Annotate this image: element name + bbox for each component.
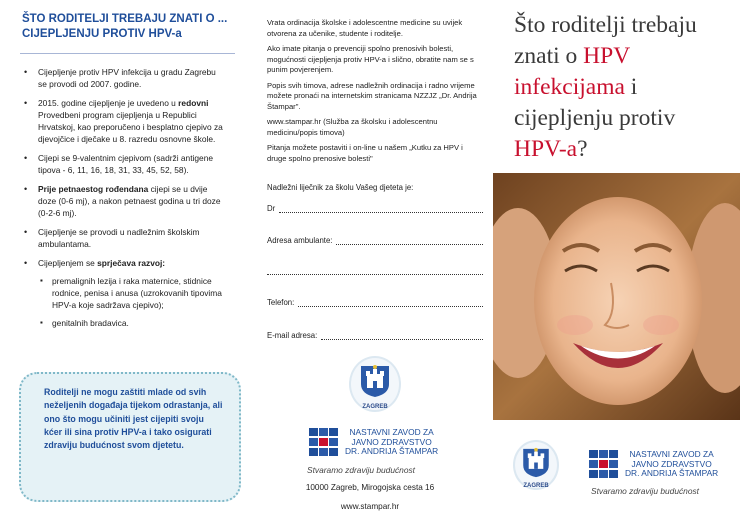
left-title-line1: ŠTO RODITELJI TREBAJU ZNATI O ...: [22, 13, 228, 25]
cover-title: [514, 10, 729, 165]
facts-list: [24, 66, 224, 336]
list-item-bold: redovni: [178, 98, 209, 108]
info-paragraph: Pitanja možete postaviti i on-line u našem „Kutku za HPV i druge spolno prenosive bolesti": [267, 143, 463, 163]
website-paragraph: www.stampar.hr (Služba za školsku i adolescentnu medicinu/popis timova): [267, 117, 438, 137]
list-item-bold: Prije petnaestog rođendana: [38, 184, 149, 194]
doctor-name-label: Dr: [267, 204, 276, 213]
prevention-sublist: [38, 275, 224, 329]
cover-panel: [493, 0, 740, 523]
list-item: [24, 66, 224, 90]
castle-shield-icon: [360, 364, 390, 398]
institute-block: [589, 450, 718, 479]
zagreb-crest-icon: [349, 356, 401, 412]
form-intro: Nadležni liječnik za školu Vašeg djeteta je:: [267, 183, 414, 192]
institute-name-line: JAVNO ZDRAVSTVO: [631, 458, 712, 469]
list-item-text: Cijepljenjem se: [38, 258, 98, 268]
note-text: Roditelji ne mogu zaštiti mlade od svih neželjenih događaja tijekom odrastanja, ali ono što mogu učiniti jest cijepiti svoju kćer ili sina protiv HPV-a i tako osigurati zdraviju budućnost svom djetetu.: [44, 387, 223, 451]
list-item: [24, 257, 224, 329]
email-line[interactable]: [321, 332, 483, 340]
list-item: [24, 226, 224, 250]
sublist-item: ▪ premalignih lezija i raka maternice, stidnice rodnice, penisa i anusa (uzrokovanih tipovima HPV-a koje sadržava cjepivo);: [38, 275, 224, 311]
institute-name: [625, 450, 718, 479]
institute-block: [309, 428, 438, 457]
left-title: [22, 12, 237, 42]
info-paragraph: Ako imate pitanja o prevenciji spolno prenosivih bolesti, mogućnosti cijepljenja protiv HPV-a i slično, obratite nam se s punim povjerenjem.: [267, 44, 474, 74]
list-item-text: Cijepljenje se provodi u nadležnim školskim ambulantama.: [38, 227, 200, 249]
cover-title-text: Što roditelji trebaju znati o: [514, 12, 697, 69]
castle-shield-icon: [522, 447, 550, 478]
address-field[interactable]: [267, 236, 483, 245]
institute-name: [345, 428, 438, 457]
crest-label: ZAGREB: [362, 404, 388, 410]
doctor-name-line[interactable]: [279, 205, 483, 213]
title-divider: [20, 53, 235, 54]
list-item-text: Provedbeni program cijepljenja u Republici Hrvatskoj, kao preporučeno i besplatno cjepivo za djevojčice i dječake u 8. razredu osnovne škole.: [38, 110, 223, 144]
list-item: [24, 97, 224, 145]
cover-photo: [493, 173, 740, 420]
phone-field[interactable]: [267, 298, 483, 307]
info-paragraph: Popis svih timova, adrese nadležnih ordinacija i radno vrijeme možete pronaći na internetskim stranicama NZZJZ „Dr. Andrija Štampar".: [267, 80, 477, 111]
cover-title-text: ?: [577, 136, 588, 162]
institute-cross-logo-icon: [309, 428, 339, 456]
institute-name-line: DR. ANDRIJA ŠTAMPAR: [345, 446, 439, 456]
institute-name-line: NASTAVNI ZAVOD ZA: [349, 427, 434, 437]
left-panel: [0, 0, 245, 523]
list-item: [24, 183, 224, 219]
address-label: Adresa ambulante:: [267, 236, 333, 245]
sublist-item: ▪ genitalnih bradavica.: [38, 317, 224, 329]
smiling-girl-image: [493, 173, 740, 420]
phone-line[interactable]: [298, 299, 483, 307]
list-item-text: cijepi se u dvije doze (0-6 mj), a nakon petnaest godina u tri doze (0-2-6 mj).: [38, 184, 221, 218]
email-label: E-mail adresa:: [267, 331, 318, 340]
cover-title-highlight: HPV infekcijama: [514, 43, 630, 100]
info-text: [267, 18, 481, 169]
institute-name-line: DR. ANDRIJA ŠTAMPAR: [625, 468, 719, 478]
address-line[interactable]: [336, 237, 483, 245]
list-item-text: Cijepljenje protiv HPV infekcija u gradu Zagrebu se provodi od 2007. godine.: [38, 67, 216, 89]
address: 10000 Zagreb, Mirogojska cesta 16: [305, 483, 435, 492]
crest-label: ZAGREB: [523, 483, 549, 489]
zagreb-crest-icon: [513, 440, 559, 490]
website-link[interactable]: www.stampar.hr: [340, 502, 400, 511]
doctor-name-field[interactable]: [267, 204, 483, 213]
phone-label: Telefon:: [267, 298, 295, 307]
slogan: Stvaramo zdraviju budućnost: [307, 465, 415, 475]
list-item-text: 2015. godine cijepljenje je uvedeno u: [38, 98, 179, 108]
doctor-form: [267, 183, 483, 340]
institute-cross-logo-icon: [589, 450, 619, 478]
left-title-line2: CIJEPLJENJU PROTIV HPV-a: [22, 28, 182, 40]
list-item-bold: sprječava razvoj:: [97, 258, 166, 268]
list-item: [24, 152, 224, 176]
address-line-2[interactable]: [267, 274, 483, 275]
middle-panel: [247, 0, 493, 523]
institute-name-line: NASTAVNI ZAVOD ZA: [629, 449, 714, 459]
slogan: Stvaramo zdraviju budućnost: [591, 486, 699, 496]
info-paragraph: Vrata ordinacija školske i adolescentne medicine su uvijek otvorena za učenike, studente i roditelje.: [267, 18, 463, 38]
institute-name-line: JAVNO ZDRAVSTVO: [351, 436, 432, 447]
cover-title-highlight: HPV-a: [514, 136, 578, 162]
email-field[interactable]: [267, 331, 483, 340]
cover-title-text: i cijepljenju protiv: [514, 74, 676, 131]
list-item-text: Cijepi se 9-valentnim cjepivom (sadrži antigene tipova - 6, 11, 16, 18, 31, 33, 45, 52, 58).: [38, 153, 214, 175]
